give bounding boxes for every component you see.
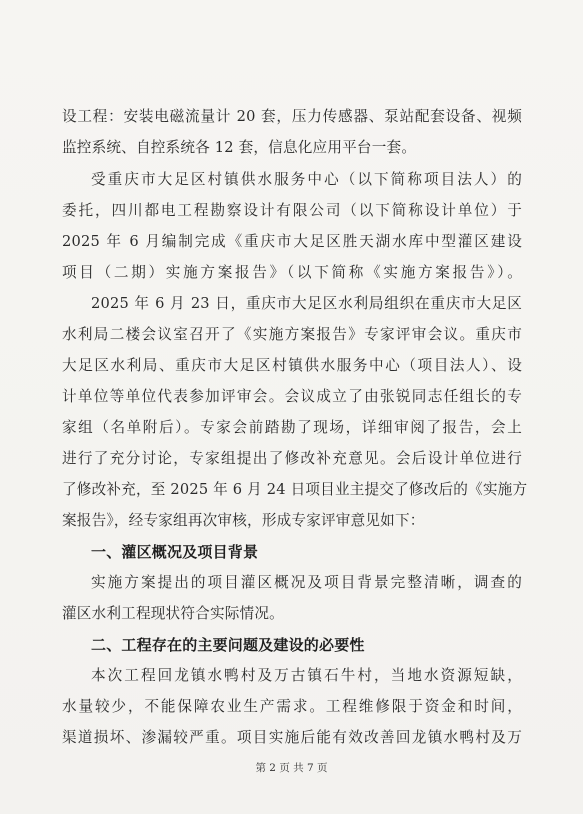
body-text-line: 水利局二楼会议室召开了《实施方案报告》专家评审会议。重庆市	[62, 326, 522, 343]
body-text-line: 家组（名单附后）。专家会前踏勘了现场，详细审阅了报告，会上	[62, 419, 522, 436]
body-text-line: 水量较少，不能保障农业生产需求。工程维修限于资金和时间，	[62, 698, 522, 715]
paragraph-start-line: 受重庆市大足区村镇供水服务中心（以下简称项目法人）的	[91, 171, 522, 188]
page-number-footer: 第 2 页 共 7 页	[255, 762, 328, 774]
paragraph-start-line: 本次工程回龙镇水鸭村及万古镇石牛村，当地水资源短缺，	[91, 667, 522, 684]
body-text-line: 设工程：安装电磁流量计 20 套，压力传感器、泵站配套设备、视频	[62, 108, 522, 125]
body-text-line: 项目（二期）实施方案报告》（以下简称《实施方案报告》）。	[62, 264, 522, 281]
paragraph-start-line: 实施方案提出的项目灌区概况及项目背景完整清晰，调查的	[91, 574, 522, 591]
body-text-line: 灌区水利工程现状符合实际情况。	[62, 605, 284, 622]
body-text-line: 进行了充分讨论，专家组提出了修改补充意见。会后设计单位进行	[62, 450, 522, 467]
body-text-line: 委托，四川都电工程勘察设计有限公司（以下简称设计单位）于	[62, 202, 522, 219]
body-text-line: 监控系统、自控系统各 12 套，信息化应用平台一套。	[62, 139, 417, 156]
body-text-line: 渠道损坏、渗漏较严重。项目实施后能有效改善回龙镇水鸭村及万	[62, 729, 522, 746]
body-text-line: 了修改补充，至 2025 年 6 月 24 日项目业主提交了修改后的《实施方	[62, 481, 528, 498]
section-heading: 一、灌区概况及项目背景	[91, 543, 259, 561]
paragraph-start-line: 2025 年 6 月 23 日，重庆市大足区水利局组织在重庆市大足区	[91, 295, 522, 312]
body-text-line: 2025 年 6 月编制完成《重庆市大足区胜天湖水库中型灌区建设	[62, 233, 522, 250]
body-text-line: 计单位等单位代表参加评审会。会议成立了由张锐同志任组长的专	[62, 388, 522, 405]
section-heading: 二、工程存在的主要问题及建设的必要性	[91, 636, 365, 654]
body-text-line: 大足区水利局、重庆市大足区村镇供水服务中心（项目法人）、设	[62, 357, 522, 374]
body-text-line: 案报告》，经专家组再次审核，形成专家评审意见如下：	[62, 512, 425, 529]
